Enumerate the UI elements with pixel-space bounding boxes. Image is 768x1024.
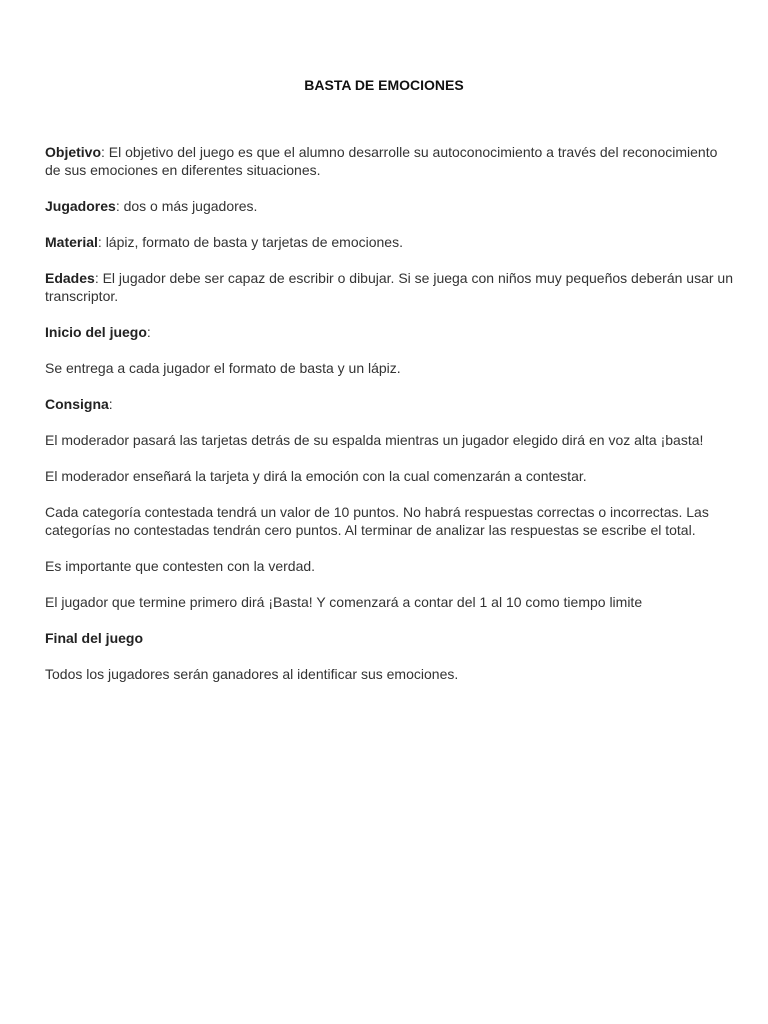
consigna-label: Consigna <box>45 396 109 412</box>
consigna-paragraph: El moderador enseñará la tarjeta y dirá la emoción con la cual comenzarán a contestar. <box>45 468 587 484</box>
edades-text: : El jugador debe ser capaz de escribir o dibujar. Si se juega con niños muy pequeños deberán usar un transcriptor. <box>45 270 733 304</box>
objetivo-text: : El objetivo del juego es que el alumno desarrolle su autoconocimiento a través del reconocimiento de sus emociones en diferentes situaciones. <box>45 144 718 178</box>
jugadores-text: : dos o más jugadores. <box>115 198 258 214</box>
material-label: Material <box>45 234 98 250</box>
inicio-suffix: : <box>146 324 151 340</box>
final-text: Todos los jugadores serán ganadores al identificar sus emociones. <box>45 666 459 682</box>
final-heading <box>45 629 735 647</box>
consigna-paragraph: El moderador pasará las tarjetas detrás de su espalda mientras un jugador elegido dirá en voz alta ¡basta! <box>45 432 704 448</box>
jugadores-paragraph <box>45 197 735 215</box>
objetivo-label: Objetivo <box>45 144 102 160</box>
jugadores-label: Jugadores <box>45 198 116 214</box>
objetivo-paragraph <box>45 143 735 179</box>
inicio-text: Se entrega a cada jugador el formato de basta y un lápiz. <box>45 360 401 376</box>
material-text: : lápiz, formato de basta y tarjetas de emociones. <box>97 234 403 250</box>
inicio-label: Inicio del juego <box>45 324 147 340</box>
consigna-paragraph: Es importante que contesten con la verdad. <box>45 558 316 574</box>
document-title: BASTA DE EMOCIONES <box>304 77 464 93</box>
consigna-suffix: : <box>108 396 113 412</box>
final-label: Final del juego <box>45 630 144 646</box>
edades-paragraph <box>45 269 735 305</box>
consigna-paragraph: Cada categoría contestada tendrá un valor de 10 puntos. No habrá respuestas correctas o incorrectas. Las categorías no contestadas tendrán cero puntos. Al terminar de analizar las respuestas se escribe el total. <box>45 504 709 538</box>
inicio-heading <box>45 323 735 341</box>
consigna-heading <box>45 395 735 413</box>
edades-label: Edades <box>45 270 95 286</box>
document-body <box>45 143 735 701</box>
consigna-paragraph: El jugador que termine primero dirá ¡Basta! Y comenzará a contar del 1 al 10 como tiempo limite <box>45 594 643 610</box>
material-paragraph <box>45 233 735 251</box>
